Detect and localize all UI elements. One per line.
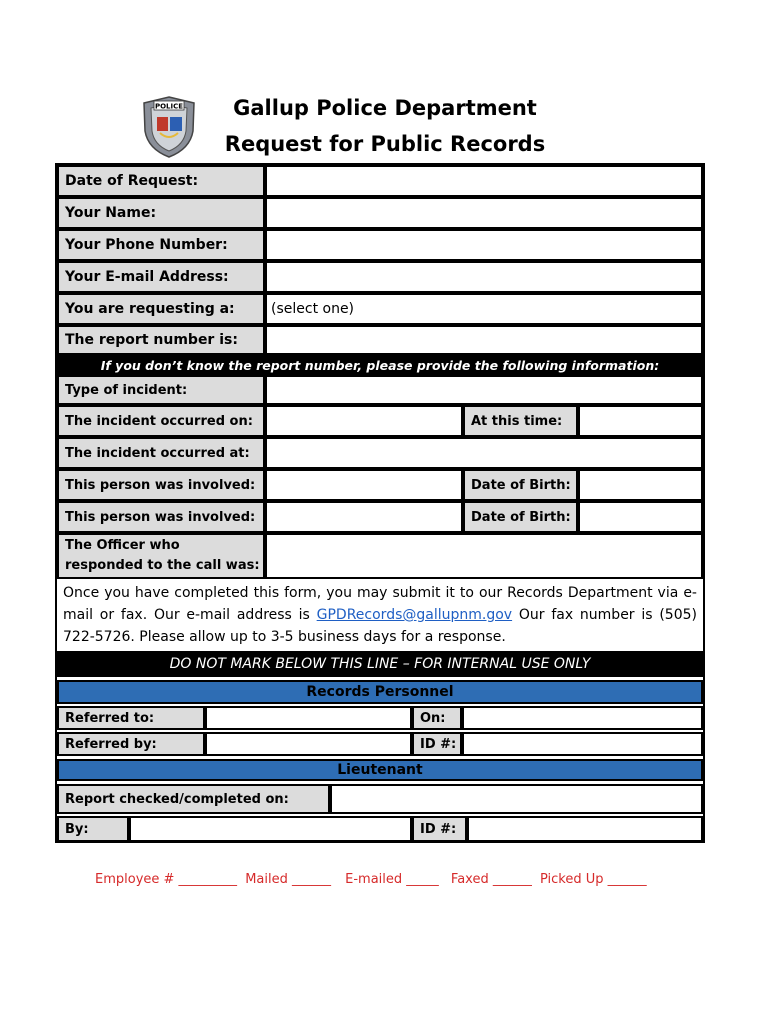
- officer-label-line1: The Officer who: [65, 538, 180, 553]
- requesting-select-value: (select one): [271, 301, 355, 317]
- logo-text: POLICE: [154, 102, 184, 111]
- occurred-on-input[interactable]: [265, 405, 463, 437]
- occurred-at-input[interactable]: [265, 437, 703, 469]
- referred-by-label: Referred by:: [57, 732, 205, 756]
- phone-label: Your Phone Number:: [57, 229, 265, 261]
- person2-label: This person was involved:: [57, 501, 265, 533]
- date-of-request-label: Date of Request:: [57, 165, 265, 197]
- checked-completed-label: Report checked/completed on:: [57, 784, 330, 814]
- email-label: Your E-mail Address:: [57, 261, 265, 293]
- report-number-input[interactable]: [265, 325, 703, 355]
- records-personnel-header: Records Personnel: [57, 680, 703, 704]
- your-name-label: Your Name:: [57, 197, 265, 229]
- footer-picked-up: Picked Up ______: [539, 872, 647, 887]
- dob2-label: Date of Birth:: [463, 501, 578, 533]
- incident-type-label: Type of incident:: [57, 375, 265, 405]
- referred-to-label: Referred to:: [57, 706, 205, 730]
- at-time-input[interactable]: [578, 405, 703, 437]
- dob1-label: Date of Birth:: [463, 469, 578, 501]
- by-input[interactable]: [129, 816, 412, 842]
- dob1-input[interactable]: [578, 469, 703, 501]
- page-title: Gallup Police Department: [233, 96, 537, 120]
- person1-label: This person was involved:: [57, 469, 265, 501]
- date-of-request-input[interactable]: [265, 165, 703, 197]
- occurred-on-label: The incident occurred on:: [57, 405, 265, 437]
- email-input[interactable]: [265, 261, 703, 293]
- footer-emailed: E-mailed _____: [345, 872, 439, 887]
- info-banner: If you don’t know the report number, please provide the following information:: [57, 355, 703, 375]
- id1-label: ID #:: [412, 732, 462, 756]
- lieutenant-header: Lieutenant: [57, 759, 703, 781]
- report-number-label: The report number is:: [57, 325, 265, 355]
- internal-use-banner: DO NOT MARK BELOW THIS LINE – FOR INTERNAL USE ONLY: [57, 651, 703, 677]
- at-time-label: At this time:: [463, 405, 578, 437]
- referred-to-input[interactable]: [205, 706, 412, 730]
- referred-by-input[interactable]: [205, 732, 412, 756]
- id1-input[interactable]: [462, 732, 703, 756]
- occurred-at-label: The incident occurred at:: [57, 437, 265, 469]
- dob2-input[interactable]: [578, 501, 703, 533]
- id2-label: ID #:: [412, 816, 467, 842]
- checked-completed-input[interactable]: [330, 784, 703, 814]
- person2-input[interactable]: [265, 501, 463, 533]
- instructions-after: Our fax number is (505) 722-5726. Please allow up to 3-5 business days for a response.: [63, 607, 697, 645]
- on-input[interactable]: [462, 706, 703, 730]
- person1-input[interactable]: [265, 469, 463, 501]
- internal-footer: [95, 872, 695, 887]
- records-email-link[interactable]: GPDRecords@gallupnm.gov: [316, 607, 513, 623]
- footer-employee: Employee # _________: [95, 872, 238, 887]
- instructions-before: Once you have completed this form, you may submit it to our Records Department via e-mail or fax. Our e-mail address is: [63, 585, 697, 623]
- by-label: By:: [57, 816, 129, 842]
- footer-faxed: Faxed ______: [450, 872, 532, 887]
- incident-type-input[interactable]: [265, 375, 703, 405]
- id2-input[interactable]: [467, 816, 703, 842]
- officer-input[interactable]: [265, 533, 703, 579]
- officer-label-line2: responded to the call was:: [65, 558, 260, 573]
- on-label: On:: [412, 706, 462, 730]
- requesting-label: You are requesting a:: [57, 293, 265, 325]
- instructions-text: [57, 582, 703, 648]
- requesting-select[interactable]: [265, 293, 703, 325]
- footer-mailed: Mailed ______: [245, 872, 331, 887]
- officer-label: [57, 533, 265, 579]
- phone-input[interactable]: [265, 229, 703, 261]
- your-name-input[interactable]: [265, 197, 703, 229]
- page-subtitle: Request for Public Records: [224, 132, 546, 156]
- police-badge-logo: [140, 95, 198, 159]
